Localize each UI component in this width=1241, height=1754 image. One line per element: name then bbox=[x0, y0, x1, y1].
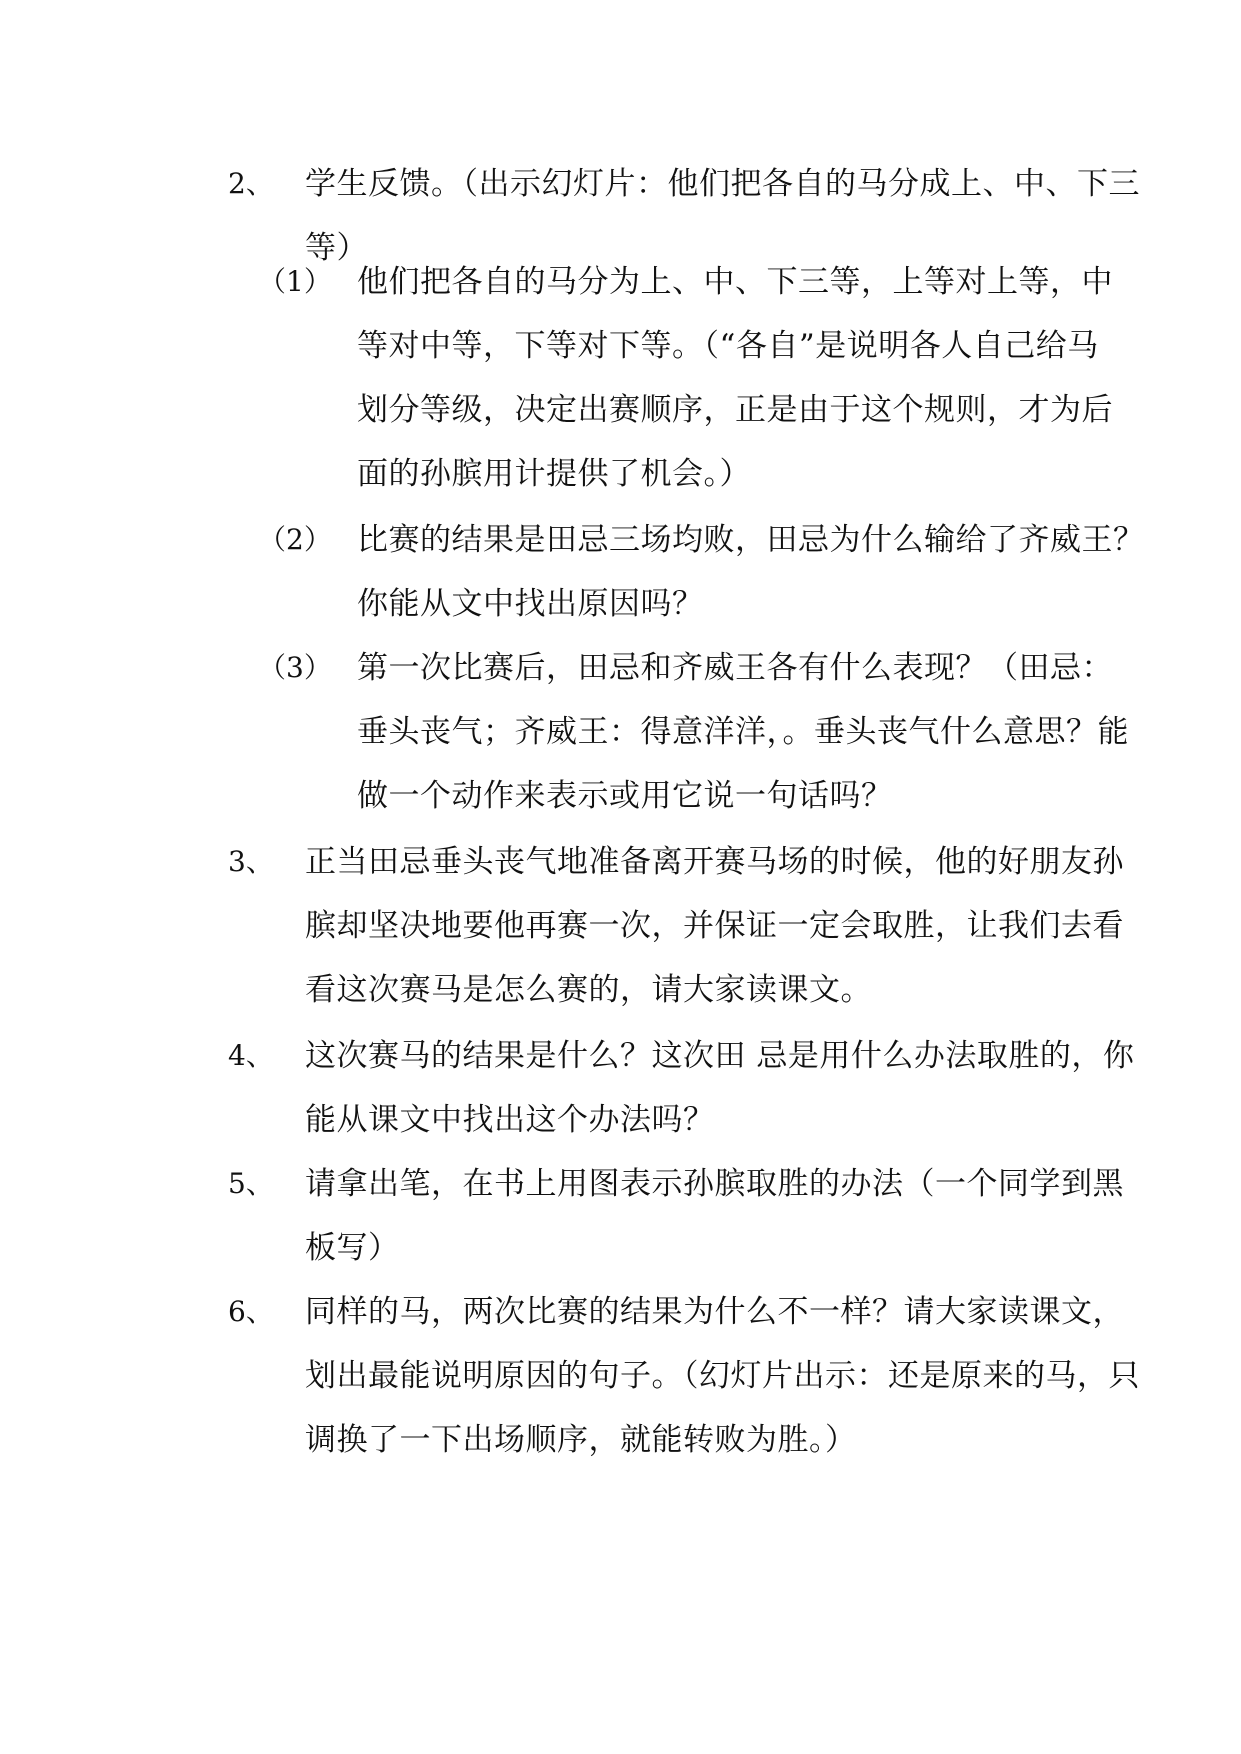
text-line: 正当田忌垂头丧气地准备离开赛马场的时候，他的好朋友孙 bbox=[305, 844, 1124, 880]
item-text bbox=[357, 508, 1145, 636]
text-line: 学生反馈。（出示幻灯片：他们把各自的马分成上、中、下三 bbox=[305, 166, 1140, 202]
text-line: 等对中等，下等对下等。（“各自”是说明各人自己给马 bbox=[357, 328, 1099, 364]
text-line: 第一次比赛后，田忌和齐威王各有什么表现？（田忌： bbox=[357, 650, 1113, 686]
item-number: （2） bbox=[258, 523, 332, 556]
text-line: 划分等级，决定出赛顺序，正是由于这个规则，才为后 bbox=[357, 392, 1113, 428]
text-line: 膑却坚决地要他再赛一次，并保证一定会取胜，让我们去看 bbox=[305, 908, 1124, 944]
text-line: 垂头丧气；齐威王：得意洋洋，。垂头丧气什么意思？能 bbox=[357, 714, 1129, 750]
item-text bbox=[357, 636, 1137, 828]
text-line: 看这次赛马是怎么赛的，请大家读课文。 bbox=[305, 972, 872, 1008]
text-line: 板写） bbox=[305, 1230, 400, 1266]
text-line: 能从课文中找出这个办法吗？ bbox=[305, 1102, 715, 1138]
item-text bbox=[357, 250, 1137, 506]
item-number: 4、 bbox=[228, 1039, 274, 1072]
item-number: 6、 bbox=[228, 1295, 274, 1328]
item-number: 2、 bbox=[228, 167, 274, 200]
text-line: 划出最能说明原因的句子。（幻灯片出示：还是原来的马，只 bbox=[305, 1358, 1140, 1394]
item-text bbox=[305, 1024, 1135, 1152]
text-line: 面的孙膑用计提供了机会。） bbox=[357, 456, 751, 492]
text-line: 请拿出笔，在书上用图表示孙膑取胜的办法（一个同学到黑 bbox=[305, 1166, 1124, 1202]
item-number: （1） bbox=[258, 265, 332, 298]
text-line: 他们把各自的马分为上、中、下三等，上等对上等，中 bbox=[357, 264, 1113, 300]
item-number: 3、 bbox=[228, 845, 274, 878]
item-number: 5、 bbox=[228, 1167, 274, 1200]
text-line: 等） bbox=[305, 230, 368, 266]
item-text bbox=[305, 1152, 1135, 1280]
item-number: （3） bbox=[258, 651, 332, 684]
item-text bbox=[305, 830, 1135, 1022]
text-line: 比赛的结果是田忌三场均败，田忌为什么输给了齐威王？ bbox=[357, 522, 1145, 558]
text-line: 这次赛马的结果是什么？这次田 忌是用什么办法取胜的，你 bbox=[305, 1038, 1135, 1074]
text-line: 做一个动作来表示或用它说一句话吗？ bbox=[357, 778, 893, 814]
text-line: 你能从文中找出原因吗？ bbox=[357, 586, 704, 622]
text-line: 调换了一下出场顺序，就能转败为胜。） bbox=[305, 1422, 857, 1458]
text-line: 同样的马，两次比赛的结果为什么不一样？请大家读课文， bbox=[305, 1294, 1124, 1330]
item-text bbox=[305, 1280, 1140, 1472]
